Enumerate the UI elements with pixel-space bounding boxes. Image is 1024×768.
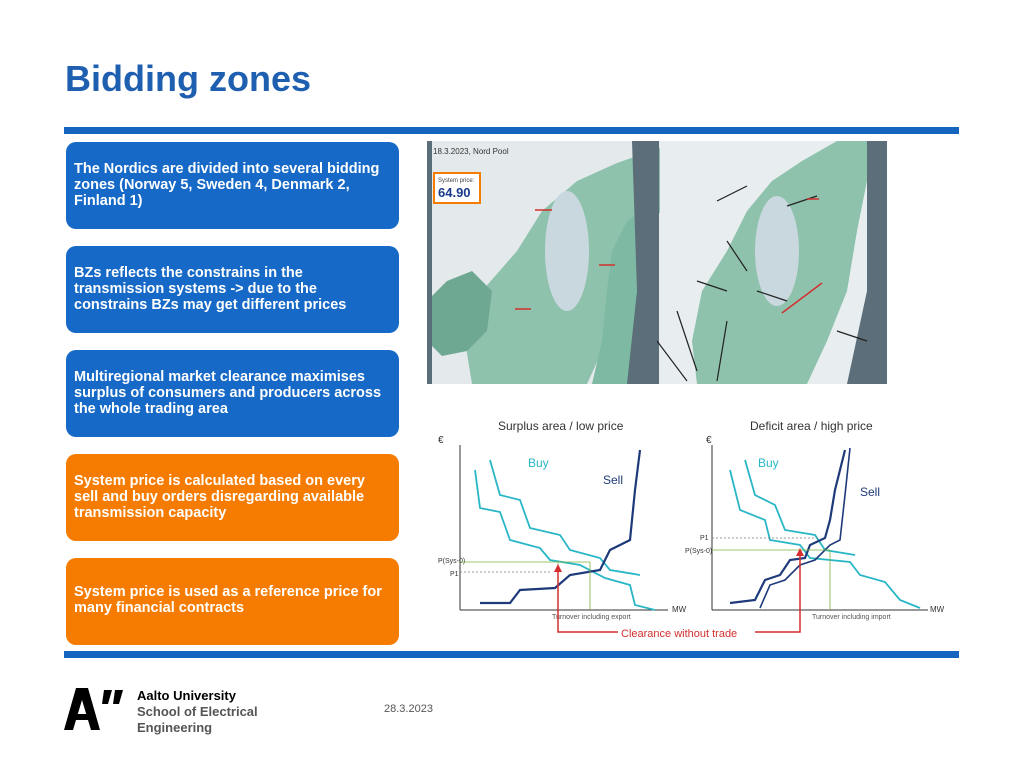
info-box-bidding-zones [66,142,399,229]
system-price-value: 64.90 [438,185,471,200]
left-turnover-label: Turnover including export [552,614,631,621]
school-line-1: School of Electrical [137,704,258,719]
info-box-text: The Nordics are divided into several bidding zones (Norway 5, Sweden 4, Denmark 2, Finland 1) [74,161,380,209]
info-box-reference-price [66,558,399,645]
right-gulf [755,196,799,306]
chart-background [430,410,960,642]
right-mw-axis: MW [930,605,945,614]
info-box-market-clearance [66,350,399,437]
left-chart-title: Surplus area / low price [498,419,624,433]
map-header: 18.3.2023, Nord Pool [433,147,509,156]
left-euro-axis: € [438,435,444,446]
aalto-logo-icon [64,688,126,730]
university-name: Aalto University [137,688,236,703]
left-sell-label: Sell [603,473,624,487]
right-price-high: P1 [700,535,709,542]
right-chart-title: Deficit area / high price [750,419,873,433]
left-mw-axis: MW [672,605,687,614]
supply-demand-charts [430,410,960,642]
info-box-system-price [66,454,399,541]
info-box-text: Multiregional market clearance maximises surplus of consumers and producers across the whole trading area [74,369,382,417]
left-price-low: P1 [450,571,459,578]
gulf-of-bothnia [545,191,589,311]
footer-institution [137,688,258,736]
slide-date: 28.3.2023 [384,703,433,715]
info-box-constraints [66,246,399,333]
left-buy-label: Buy [528,456,549,470]
left-price-high: P(Sys-0) [438,558,466,565]
left-edge [427,141,432,384]
page-title: Bidding zones [65,58,311,99]
right-euro-axis: € [706,435,712,446]
nordic-price-map [427,141,887,384]
info-box-text: System price is calculated based on every sell and buy orders disregarding available transmission capacity [74,473,365,521]
clearance-label: Clearance without trade [621,628,738,640]
bottom-divider [64,651,959,658]
system-price-label: System price: [438,178,475,184]
right-turnover-label: Turnover including import [812,614,891,621]
info-box-text: System price is used as a reference price for many financial contracts [74,584,382,616]
info-box-text: BZs reflects the constrains in the transmission systems -> due to the constrains BZs may get different prices [74,265,347,313]
top-divider [64,127,959,134]
right-sell-label: Sell [860,485,881,499]
right-buy-label: Buy [758,456,779,470]
school-line-2: Engineering [137,720,213,735]
right-price-low: P(Sys-0) [685,548,713,555]
